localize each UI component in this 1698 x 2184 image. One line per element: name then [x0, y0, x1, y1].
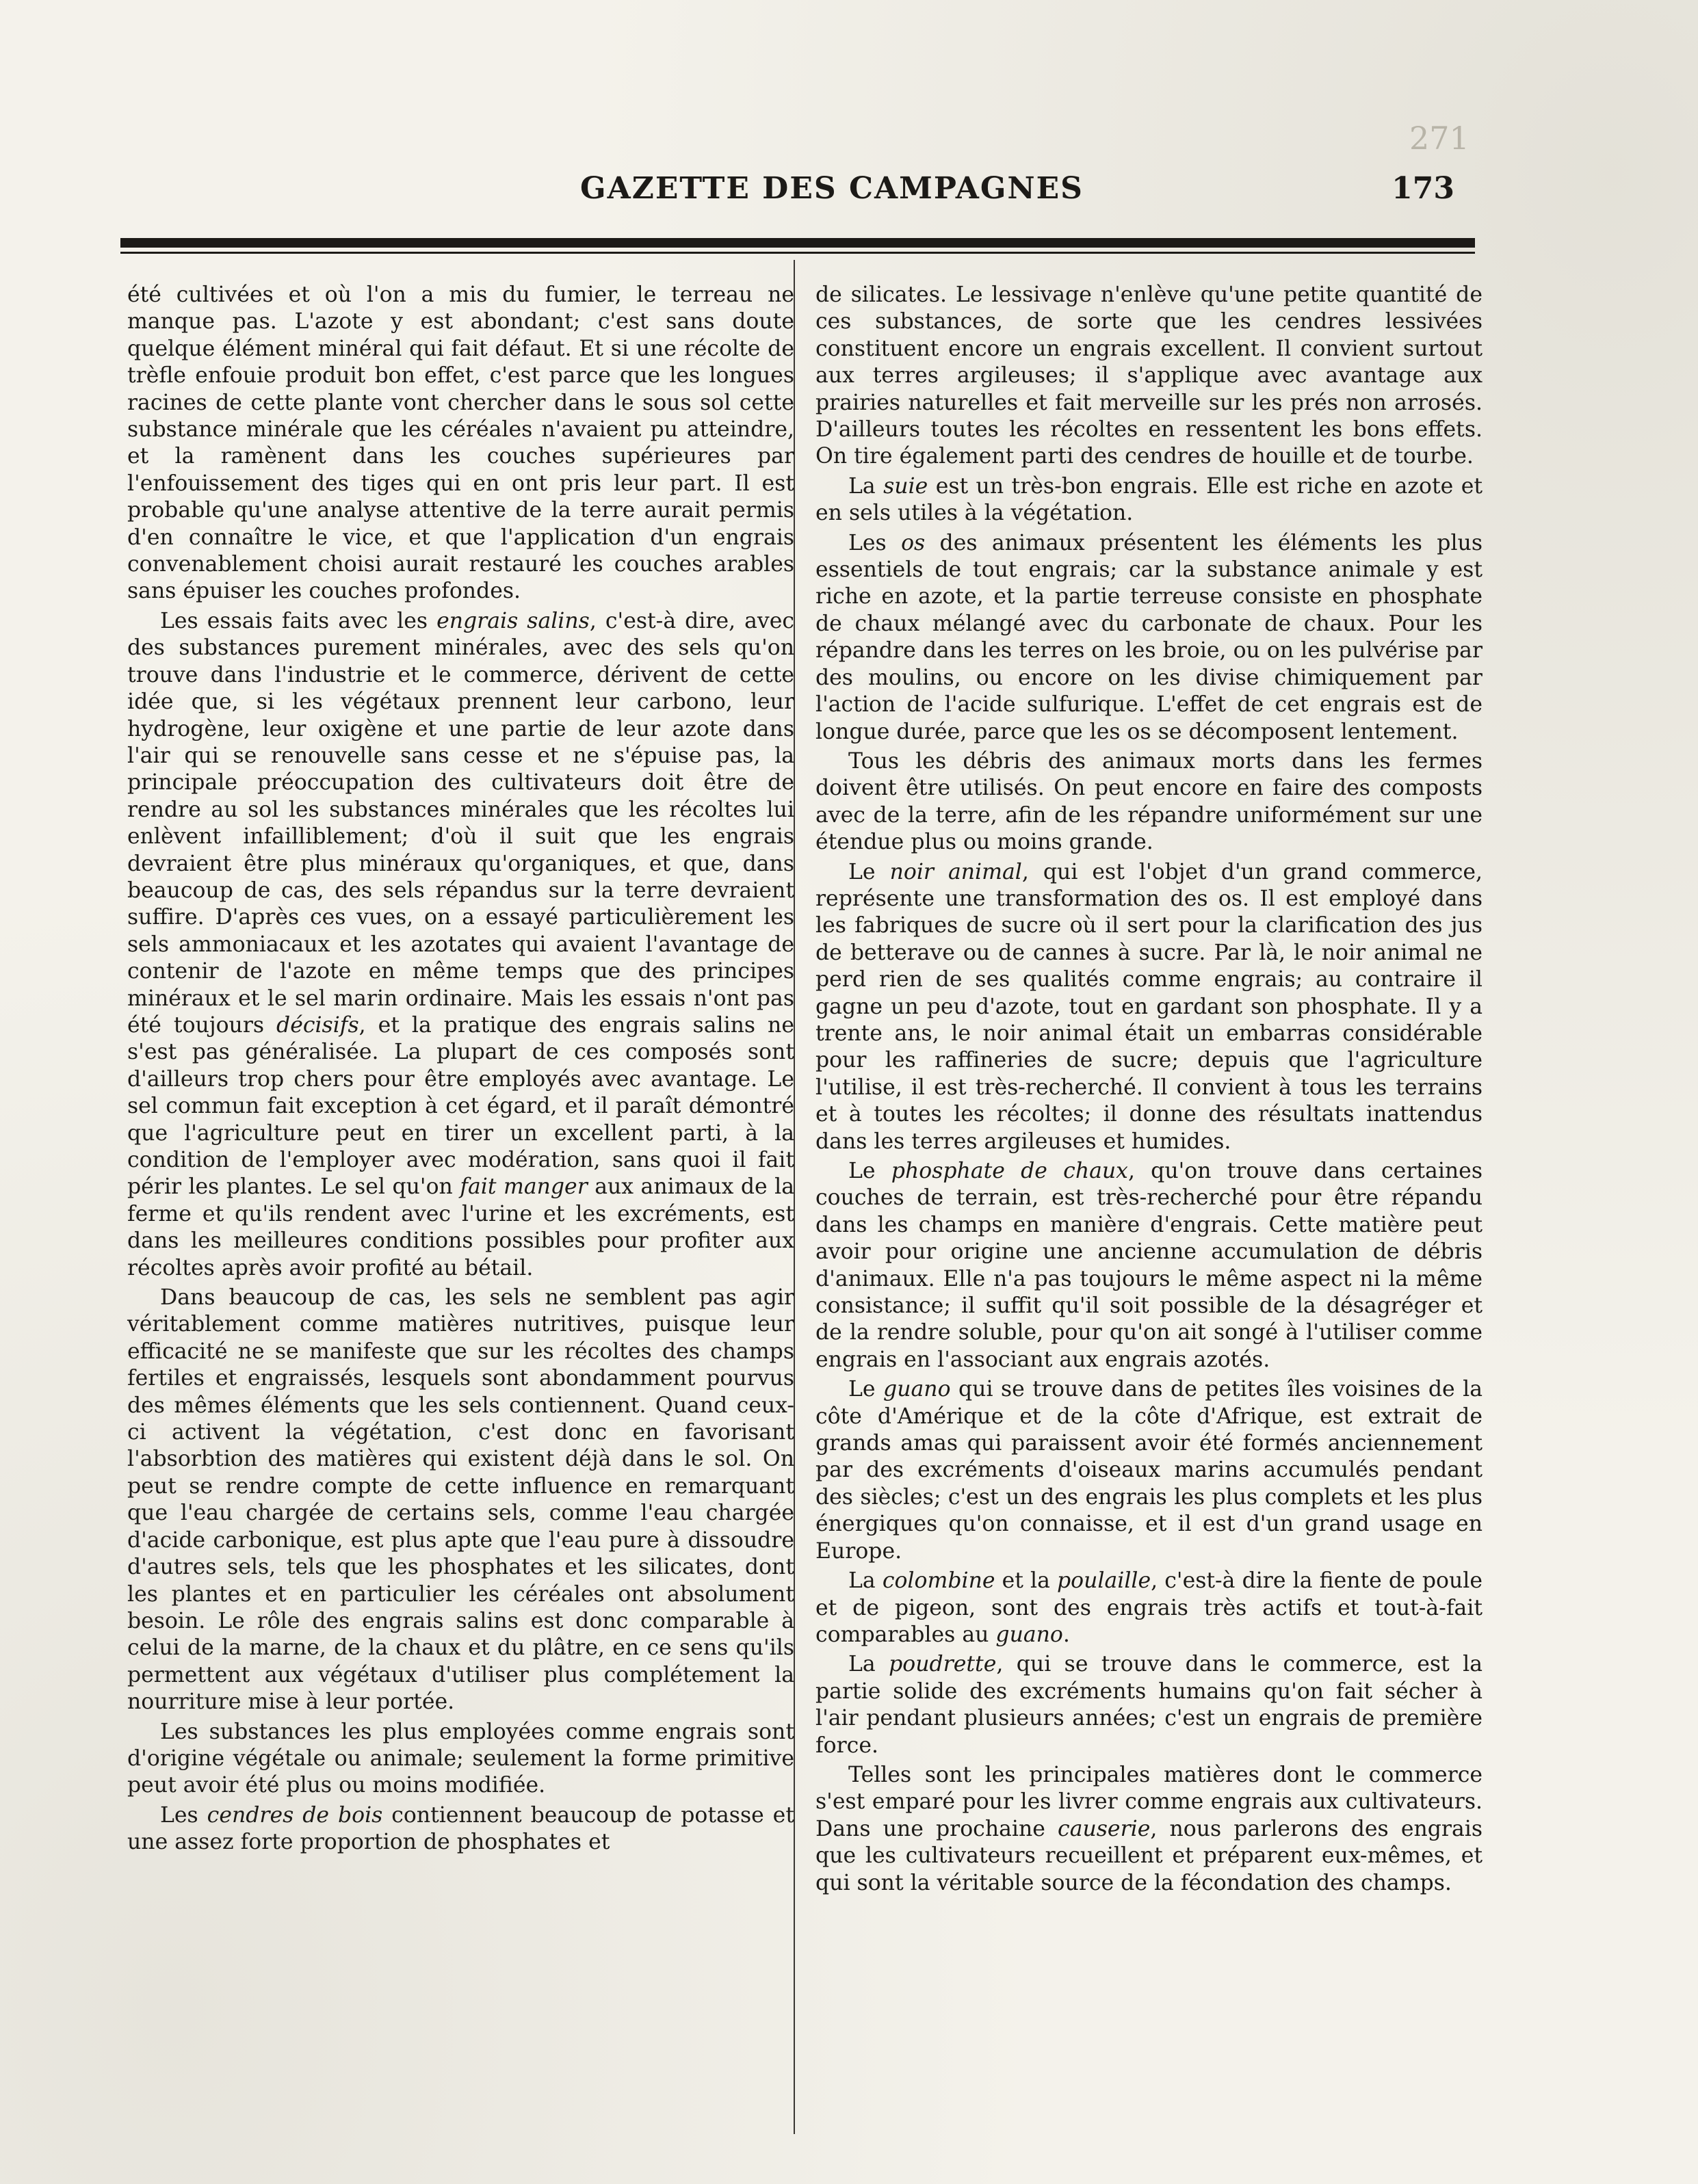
italic-term: cendres de bois: [207, 1802, 383, 1828]
header-rule-thick: [120, 238, 1475, 248]
paragraph: Telles sont les principales matières dont le commerce s'est emparé pour les livrer comme engrais aux cultivateurs. Dans une prochaine causerie, nous parlerons des engrais que les cultivateurs recueillent et préparent eux-mêmes, et qui sont la véritable source de la fécondation des champs.: [815, 1762, 1483, 1895]
paragraph: Les os des animaux présentent les éléments les plus essentiels de tout engrais; car la substance animale y est riche en azote, et la partie terreuse consiste en phosphate de chaux mélangé avec du carbonate de chaux. Pour les répandre dans les terres on les broie, ou on les pulvérise par des moulins, ou encore on les divise chimiquement par l'action de l'acide sulfurique. L'effet de cet engrais est de longue durée, parce que les os se décomposent lentement.: [815, 530, 1483, 744]
italic-term: fait manger: [460, 1174, 588, 1200]
italic-term: os: [901, 530, 926, 555]
paragraph: Les substances les plus employées comme engrais sont d'origine végétale ou animale; seulement la forme primitive peut avoir été plus ou moins modifiée.: [127, 1719, 794, 1798]
paragraph: Les cendres de bois contiennent beaucoup de potasse et une assez forte proportion de phosphates et: [127, 1802, 794, 1855]
italic-term: poulaille: [1057, 1568, 1151, 1594]
paragraph: Les essais faits avec les engrais salins, c'est-à dire, avec des substances purement minérales, avec des sels qu'on trouve dans l'industrie et le commerce, dérivent de cette idée que, si les végétaux prennent leur carbono, leur hydrogène, leur oxigène et une partie de leur azote dans l'air qui se renouvelle sans cesse et ne s'épuise pas, la principale préoccupation des cultivateurs doit être de rendre au sol les substances minérales que les récoltes lui enlèvent infailliblement; d'où il suit que les engrais devraient être plus minéraux qu'organiques, et que, dans beaucoup de cas, des sels répandus sur la terre devraient suffire. D'après ces vues, on a essayé particulièrement les sels ammoniacaux et les azotates qui avaient l'avantage de contenir de l'azote en même temps que des principes minéraux et le sel marin ordinaire. Mais les essais n'ont pas été toujours décisifs, et la pratique des engrais salins ne s'est pas généralisée. La plupart de ces composés sont d'ailleurs trop chers pour être employés avec avantage. Le sel commun fait exception à cet égard, et il paraît démontré que l'agriculture peut en tirer un excellent parti, à la condition de l'employer avec modération, sans quoi il fait périr les plantes. Le sel qu'on fait manger aux animaux de la ferme et qu'ils rendent avec l'urine et les excréments, est dans les meilleures conditions possibles pour profiter aux récoltes après avoir profité au bétail.: [127, 608, 795, 1280]
paragraph: été cultivées et où l'on a mis du fumier, le terreau ne manque pas. L'azote y est abondant; c'est sans doute quelque élément minéral qui fait défaut. Et si une récolte de trèfle enfouie produit bon effet, c'est parce que les longues racines de cette plante vont chercher dans le sous sol cette substance minérale que les céréales n'avaient pu atteindre, et la ramènent dans les couches supérieures par l'enfouissement des tiges qui en ont pris leur part. Il est probable qu'une analyse attentive de la terre aurait permis d'en connaître le vice, et que l'application d'un engrais convenablement choisi aurait restauré les couches arables sans épuiser les couches profondes.: [127, 282, 794, 604]
paragraph: La suie est un très-bon engrais. Elle est riche en azote et en sels utiles à la végétation.: [815, 473, 1483, 526]
paragraph: Tous les débris des animaux morts dans les fermes doivent être utilisés. On peut encore en faire des composts avec de la terre, afin de les répandre uniformément sur une étendue plus ou moins grande.: [815, 748, 1483, 855]
italic-term: engrais salins: [436, 608, 590, 633]
header-rule-thin: [120, 252, 1475, 254]
italic-term: phosphate de chaux: [891, 1159, 1128, 1183]
paragraph: La colombine et la poulaille, c'est-à dire la fiente de poule et de pigeon, sont des engrais très actifs et tout-à-fait comparables au guano.: [815, 1568, 1483, 1647]
italic-term: décisifs: [276, 1012, 359, 1038]
publication-title: GAZETTE DES CAMPAGNES: [580, 171, 1084, 206]
top-margin-mark: 271: [1409, 120, 1470, 157]
italic-term: causerie: [1058, 1816, 1151, 1841]
italic-term: guano: [883, 1377, 951, 1402]
italic-term: poudrette: [889, 1652, 997, 1677]
paragraph: Dans beaucoup de cas, les sels ne semblent pas agir véritablement comme matières nutritives, puisque leur efficacité ne se manifeste que sur les récoltes des champs fertiles et engraissés, lesquels sont abondamment pourvus des mêmes éléments que les sels contiennent. Quand ceux-ci activent la végétation, c'est donc en favorisant l'absorbtion des matières qui existent déjà dans le sol. On peut se rendre compte de cette influence en remarquant que l'eau chargée de certains sels, comme l'eau chargée d'acide carbonique, est plus apte que l'eau pure à dissoudre d'autres sels, tels que les phosphates et les silicates, dont les plantes et en particulier les céréales ont absolument besoin. Le rôle des engrais salins est donc comparable à celui de la marne, de la chaux et du plâtre, en ce sens qu'ils permettent aux végétaux d'utiliser plus complétement la nourriture mise à leur portée.: [127, 1285, 794, 1715]
paragraph: de silicates. Le lessivage n'enlève qu'une petite quantité de ces substances, de sorte que les cendres lessivées constituent encore un engrais excellent. Il convient surtout aux terres argileuses; il s'applique avec avantage aux prairies naturelles et fait merveille sur les prés non arrosés. D'ailleurs toutes les récoltes en ressentent les bons effets. On tire également parti des cendres de houille et de tourbe.: [815, 282, 1483, 469]
paragraph: La poudrette, qui se trouve dans le commerce, est la partie solide des excréments humains qu'on fait sécher à l'air pendant plusieurs années; c'est un engrais de première force.: [815, 1652, 1483, 1758]
page-number: 173: [1392, 171, 1454, 206]
page-header: [120, 171, 1475, 219]
paragraph: Le guano qui se trouve dans de petites îles voisines de la côte d'Amérique et de la côte d'Afrique, est extrait de grands amas qui paraissent avoir été formés anciennement par des excréments d'oiseaux marins accumulés pendant des siècles; c'est un des engrais les plus complets et les plus énergiques qu'on connaisse, et il est d'un grand usage en Europe.: [815, 1377, 1483, 1564]
italic-term: guano: [995, 1622, 1063, 1647]
italic-term: suie: [883, 473, 928, 499]
right-column: [815, 282, 1483, 1897]
paragraph: Le noir animal, qui est l'objet d'un grand commerce, représente une transformation des os. Il est employé dans les fabriques de sucre où il sert pour la clarification des jus de betterave ou de cannes à sucre. Par là, le noir animal ne perd rien de ses qualités comme engrais; au contraire il gagne un peu d'azote, tout en gardant son phosphate. Il y a trente ans, le noir animal était un embarras considérable pour les raffineries de sucre; depuis que l'agriculture l'utilise, il est très-recherché. Il convient à tous les terrains et à toutes les récoltes; il donne des résultats inattendus dans les terres argileuses et humides.: [815, 859, 1483, 1154]
left-column: [127, 282, 794, 1856]
italic-term: noir animal: [889, 859, 1022, 884]
paragraph: Le phosphate de chaux, qu'on trouve dans certaines couches de terrain, est très-recherché pour être répandu dans les champs en manière d'engrais. Cette matière peut avoir pour origine une ancienne accumulation de débris d'animaux. Elle n'a pas toujours le même aspect ni la même consistance; il suffit qu'il soit possible de la désagréger et de la rendre soluble, pour qu'on ait songé à l'utiliser comme engrais en l'associant aux engrais azotés.: [815, 1159, 1483, 1372]
italic-term: colombine: [882, 1568, 995, 1594]
